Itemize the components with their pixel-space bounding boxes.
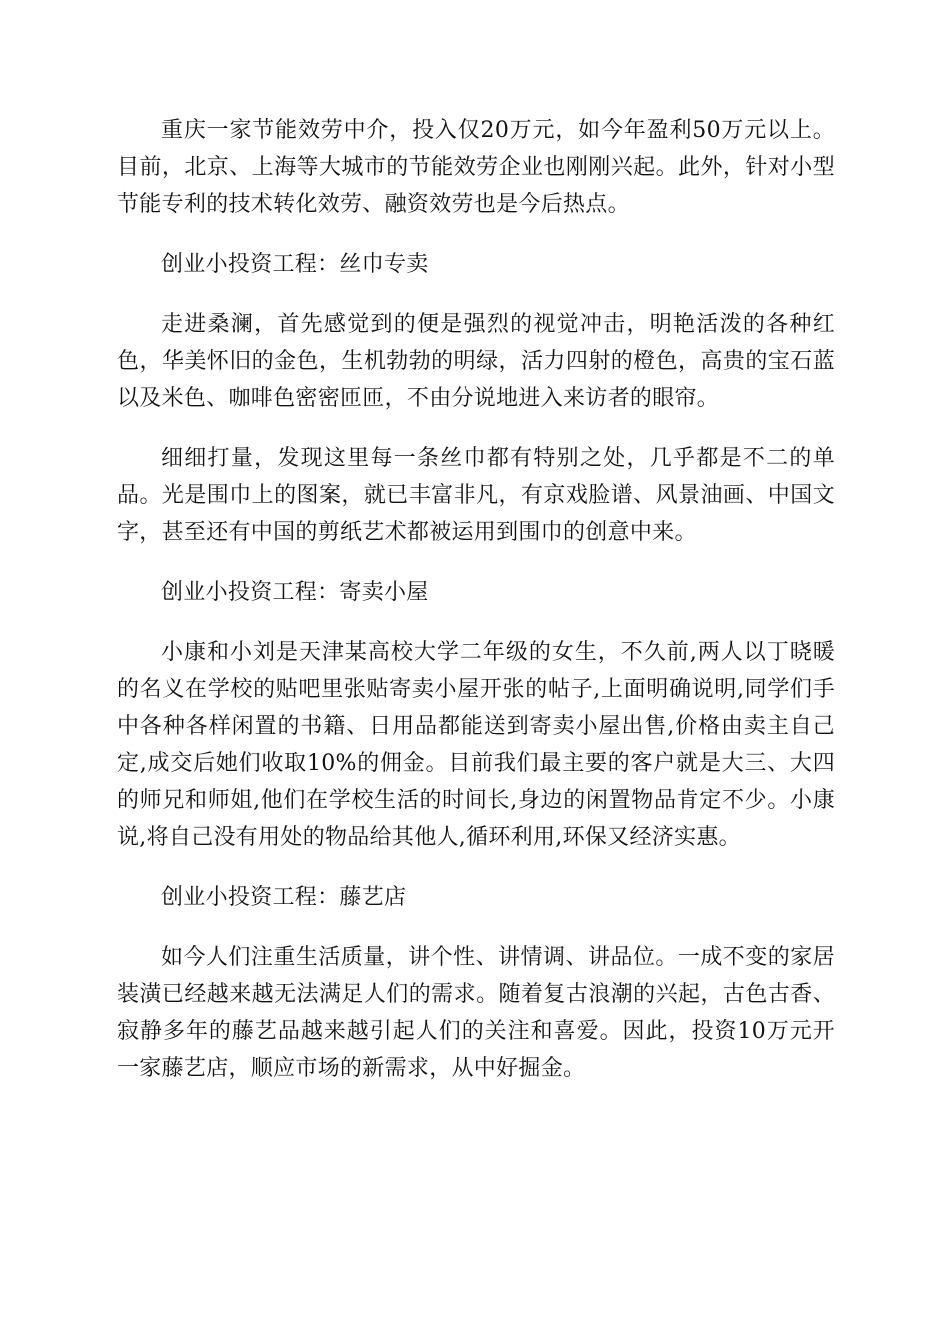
paragraph-scarf-patterns: 细细打量，发现这里每一条丝巾都有特别之处，几乎都是不二的单品。光是围巾上的图案，就已丰富非凡，有京戏脸谱、风景油画、中国文字，甚至还有中国的剪纸艺术都被运用到围巾的创意中来。 xyxy=(117,446,835,545)
paragraph-consignment: 小康和小刘是天津某高校大学二年级的女生，不久前,两人以丁晓暖的名义在学校的贴吧里张贴寄卖小屋开张的帖子,上面明确说明,同学们手中各种各样闲置的书籍、日用品都能送到寄卖小屋出售,价格由卖主自己定,成交后她们收取10%的佣金。目前我们最主要的客户就是大三、大四的师兄和师姐,他们在学校生活的时间长,身边的闲置物品肯定不少。小康说,将自己没有用处的物品给其他人,循环利用,环保又经济实惠。 xyxy=(117,640,835,850)
paragraph-rattan: 如今人们注重生活质量，讲个性、讲情调、讲品位。一成不变的家居装潢已经越来越无法满足人们的需求。随着复古浪潮的兴起，古色古香、寂静多年的藤艺品越来越引起人们的关注和喜爱。因此，投资10万元开一家藤艺店，顺应市场的新需求，从中好掘金。 xyxy=(117,945,835,1081)
section-heading-rattan: 创业小投资工程：藤艺店 xyxy=(161,885,407,910)
document-body xyxy=(117,112,835,1110)
paragraph-scarf-colors: 走进桑澜，首先感觉到的便是强烈的视觉冲击，明艳活泼的各种红色，华美怀旧的金色，生机勃勃的明绿，活力四射的橙色，高贵的宝石蓝以及米色、咖啡色密密匝匝，不由分说地进入来访者的眼帘。 xyxy=(117,312,835,411)
section-heading-consignment: 创业小投资工程：寄卖小屋 xyxy=(161,580,429,605)
paragraph-energy-service: 重庆一家节能效劳中介，投入仅20万元，如今年盈利50万元以上。目前，北京、上海等大城市的节能效劳企业也刚刚兴起。此外，针对小型节能专利的技术转化效劳、融资效劳也是今后热点。 xyxy=(117,118,835,217)
section-heading-silk-scarf: 创业小投资工程：丝巾专卖 xyxy=(161,252,429,277)
